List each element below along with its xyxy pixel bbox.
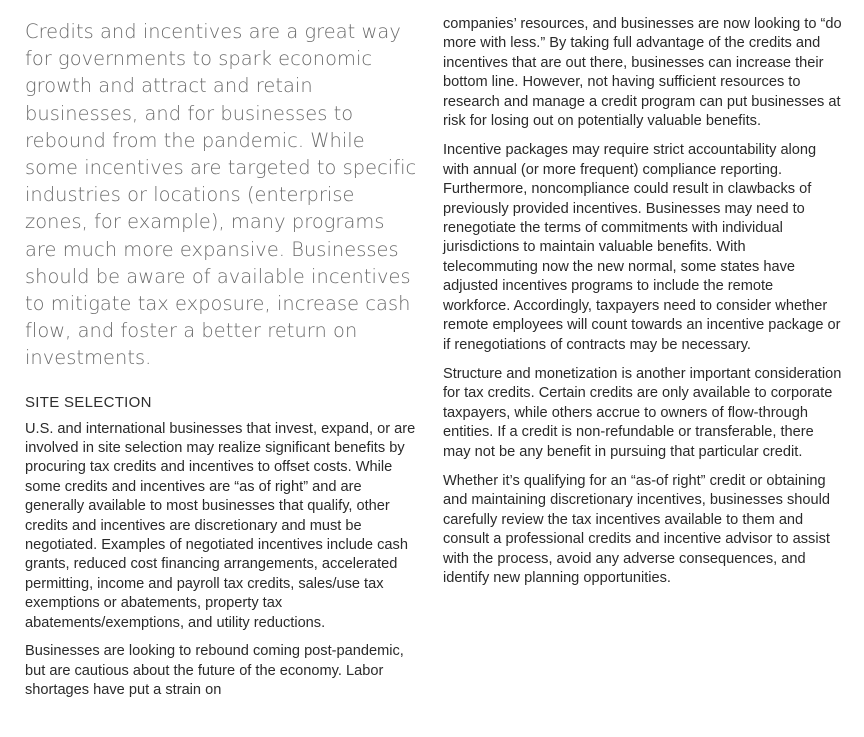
body-paragraph: companies’ resources, and businesses are now looking to “do more with less.” By taking full advantage of the credits and incentives that are out there, businesses can increase their bottom line. However, not having sufficient resources to research and manage a credit program can put businesses at risk for losing out on potentially valuable benefits. [443,16,842,130]
intro-paragraph: Credits and incentives are a great way for governments to spark economic growth and attract and retain businesses, and for businesses to rebound from the pandemic. While some incentives are targeted to specific industries or locations (enterprise zones, for example), many programs are much more expansive. Businesses should be aware of available incentives to mitigate tax exposure, increase cash flow, and foster a better return on investments. [25,20,417,370]
body-paragraph: Businesses are looking to rebound coming post-pandemic, but are cautious about the future of the economy. Labor shortages have put a strain on [25,643,404,698]
body-paragraph: U.S. and international businesses that invest, expand, or are involved in site selection may realize significant benefits by procuring tax credits and incentives to offset costs. While some credits and incentives are “as of right” and are generally available to most businesses that qualify, other credits and incentives are discretionary and must be negotiated. Examples of negotiated incentives include cash grants, reduced cost financing arrangements, accelerated permitting, income and payroll tax credits, sales/use tax exemptions or abatements, property tax abatements/exemptions, and utility reductions. [25,420,416,631]
section-heading-site-selection: SITE SELECTION [25,393,152,411]
body-paragraph: Structure and monetization is another important consideration for tax credits. Certain credits are only available to corporate taxpayers, while others accrue to owners of flow-through entities. If a credit is non-refundable or transferable, there may not be any benefit in pursuing that particular credit. [443,365,842,460]
body-paragraph: Whether it’s qualifying for an “as-of right” credit or obtaining and maintaining discretionary incentives, businesses should carefully review the tax incentives available to them and consult a professional credits and incentive advisor to assist with the process, avoid any adverse consequences, and identify new planning opportunities. [443,472,830,586]
body-paragraph: Incentive packages may require strict accountability along with annual (or more frequent) compliance reporting. Furthermore, noncompliance could result in clawbacks of previously provided incentives. Businesses may need to renegotiate the terms of commitments with individual jurisdictions to maintain valuable benefits. With telecommuting now the new normal, some states have adjusted incentives programs to include the remote workforce. Accordingly, taxpayers need to consider whether remote employees will count towards an incentive package or if renegotiations of contracts may be necessary. [443,142,841,353]
left-column [25,0,420,700]
right-column [443,0,843,588]
